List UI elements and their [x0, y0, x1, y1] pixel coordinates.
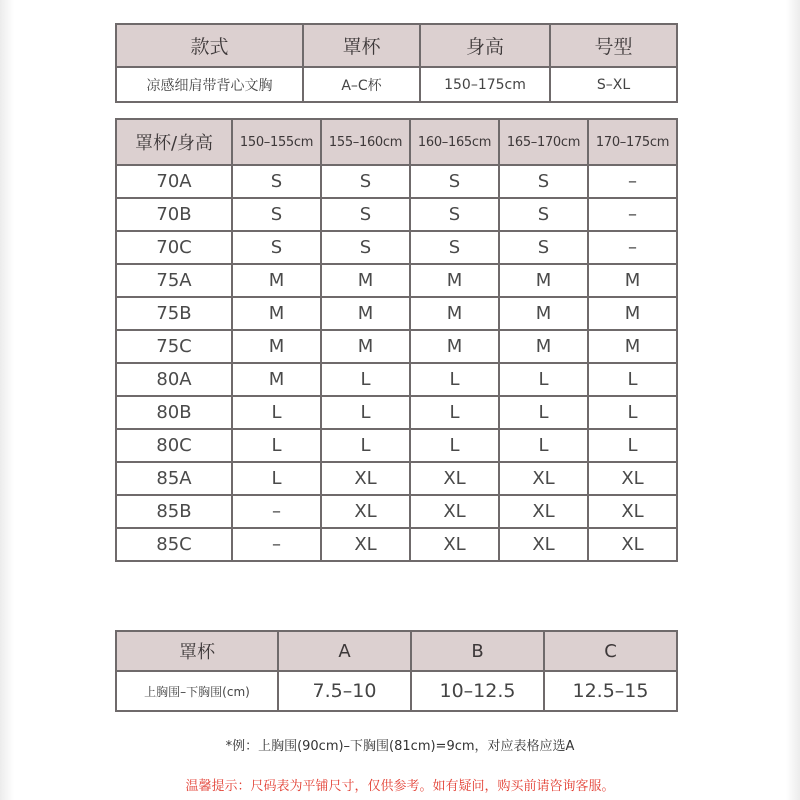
cup-header-label: 罩杯 [116, 631, 278, 671]
size-cell: – [588, 165, 677, 198]
cup-header-a: A [278, 631, 411, 671]
height-range-header: 170–175cm [588, 119, 677, 165]
size-chart-row [116, 264, 677, 297]
size-cell: M [232, 363, 321, 396]
cup-range-label: 上胸围–下胸围(cm) [116, 671, 278, 711]
size-cell: L [410, 429, 499, 462]
size-cell: L [588, 363, 677, 396]
size-chart-row [116, 462, 677, 495]
height-range-header: 165–170cm [499, 119, 588, 165]
size-cell: – [232, 528, 321, 561]
cup-size-label: 85C [116, 528, 232, 561]
size-cell: M [232, 264, 321, 297]
size-cell: L [410, 363, 499, 396]
size-cell: M [410, 330, 499, 363]
size-cell: M [410, 297, 499, 330]
height-range-header: 150–155cm [232, 119, 321, 165]
size-chart-row [116, 231, 677, 264]
header-style: 款式 [116, 24, 303, 67]
size-cell: XL [588, 528, 677, 561]
right-edge-shadow [786, 0, 800, 800]
example-note: *例：上胸围(90cm)–下胸围(81cm)=9cm，对应表格应选A [225, 739, 575, 754]
size-cell: M [588, 264, 677, 297]
size-cell: S [499, 165, 588, 198]
size-cell: M [321, 264, 410, 297]
cup-size-label: 80A [116, 363, 232, 396]
size-cell: M [410, 264, 499, 297]
cup-measurement-table [115, 630, 678, 712]
size-chart-row [116, 429, 677, 462]
size-cell: L [232, 396, 321, 429]
size-cell: – [588, 231, 677, 264]
size-cell: L [232, 429, 321, 462]
header-height: 身高 [420, 24, 550, 67]
size-chart-header-row [116, 119, 677, 165]
size-cell: XL [499, 528, 588, 561]
tip-note: 温馨提示：尺码表为平铺尺寸，仅供参考。如有疑问，购买前请咨询客服。 [185, 779, 615, 794]
size-cell: S [321, 165, 410, 198]
cup-size-label: 70C [116, 231, 232, 264]
left-edge-shadow [0, 0, 14, 800]
size-cell: M [588, 297, 677, 330]
size-cell: S [232, 165, 321, 198]
cup-range-b: 10–12.5 [411, 671, 544, 711]
size-chart-row [116, 198, 677, 231]
size-chart-row [116, 495, 677, 528]
header-cup: 罩杯 [303, 24, 420, 67]
size-cell: L [588, 429, 677, 462]
size-cell: M [321, 330, 410, 363]
size-chart-row [116, 396, 677, 429]
size-cell: L [321, 396, 410, 429]
header-size: 号型 [550, 24, 677, 67]
size-cell: S [232, 198, 321, 231]
size-cell: M [321, 297, 410, 330]
size-chart-row [116, 297, 677, 330]
cup-size-label: 75A [116, 264, 232, 297]
size-cell: L [499, 396, 588, 429]
product-info-table [115, 23, 678, 103]
product-info-row [116, 67, 677, 102]
cup-range-row [116, 671, 677, 711]
size-cell: XL [410, 462, 499, 495]
product-cup: A–C杯 [303, 67, 420, 102]
size-chart-body [116, 165, 677, 561]
cup-range-a: 7.5–10 [278, 671, 411, 711]
size-cell: M [232, 297, 321, 330]
product-size: S–XL [550, 67, 677, 102]
size-cell: S [499, 231, 588, 264]
size-cell: XL [499, 462, 588, 495]
size-cell: – [588, 198, 677, 231]
size-cell: – [232, 495, 321, 528]
size-cell: M [588, 330, 677, 363]
cup-size-label: 80C [116, 429, 232, 462]
size-chart-row [116, 528, 677, 561]
size-cell: XL [321, 528, 410, 561]
height-range-header: 155–160cm [321, 119, 410, 165]
cup-size-label: 80B [116, 396, 232, 429]
height-range-header: 160–165cm [410, 119, 499, 165]
cup-size-label: 75B [116, 297, 232, 330]
size-cell: M [499, 264, 588, 297]
size-cell: S [321, 198, 410, 231]
size-cell: S [499, 198, 588, 231]
size-cell: XL [588, 495, 677, 528]
size-cell: S [321, 231, 410, 264]
size-cell: S [410, 198, 499, 231]
size-cell: XL [588, 462, 677, 495]
size-chart-corner: 罩杯/身高 [116, 119, 232, 165]
size-chart-row [116, 165, 677, 198]
size-cell: XL [410, 528, 499, 561]
size-cell: L [499, 429, 588, 462]
cup-size-label: 85A [116, 462, 232, 495]
product-info-header-row [116, 24, 677, 67]
product-height: 150–175cm [420, 67, 550, 102]
size-cell: L [410, 396, 499, 429]
size-chart-row [116, 330, 677, 363]
size-cell: XL [410, 495, 499, 528]
size-chart-table [115, 118, 678, 562]
size-cell: M [232, 330, 321, 363]
size-chart-row [116, 363, 677, 396]
product-style: 凉感细肩带背心文胸 [116, 67, 303, 102]
cup-header-row [116, 631, 677, 671]
size-cell: S [410, 165, 499, 198]
size-cell: L [321, 429, 410, 462]
size-cell: L [499, 363, 588, 396]
size-cell: XL [321, 495, 410, 528]
size-cell: L [232, 462, 321, 495]
cup-range-c: 12.5–15 [544, 671, 677, 711]
cup-size-label: 70A [116, 165, 232, 198]
size-cell: L [588, 396, 677, 429]
size-cell: L [321, 363, 410, 396]
size-cell: M [499, 330, 588, 363]
cup-size-label: 85B [116, 495, 232, 528]
cup-size-label: 70B [116, 198, 232, 231]
size-cell: S [232, 231, 321, 264]
size-cell: M [499, 297, 588, 330]
size-cell: XL [499, 495, 588, 528]
size-cell: XL [321, 462, 410, 495]
cup-header-b: B [411, 631, 544, 671]
size-cell: S [410, 231, 499, 264]
cup-header-c: C [544, 631, 677, 671]
cup-size-label: 75C [116, 330, 232, 363]
